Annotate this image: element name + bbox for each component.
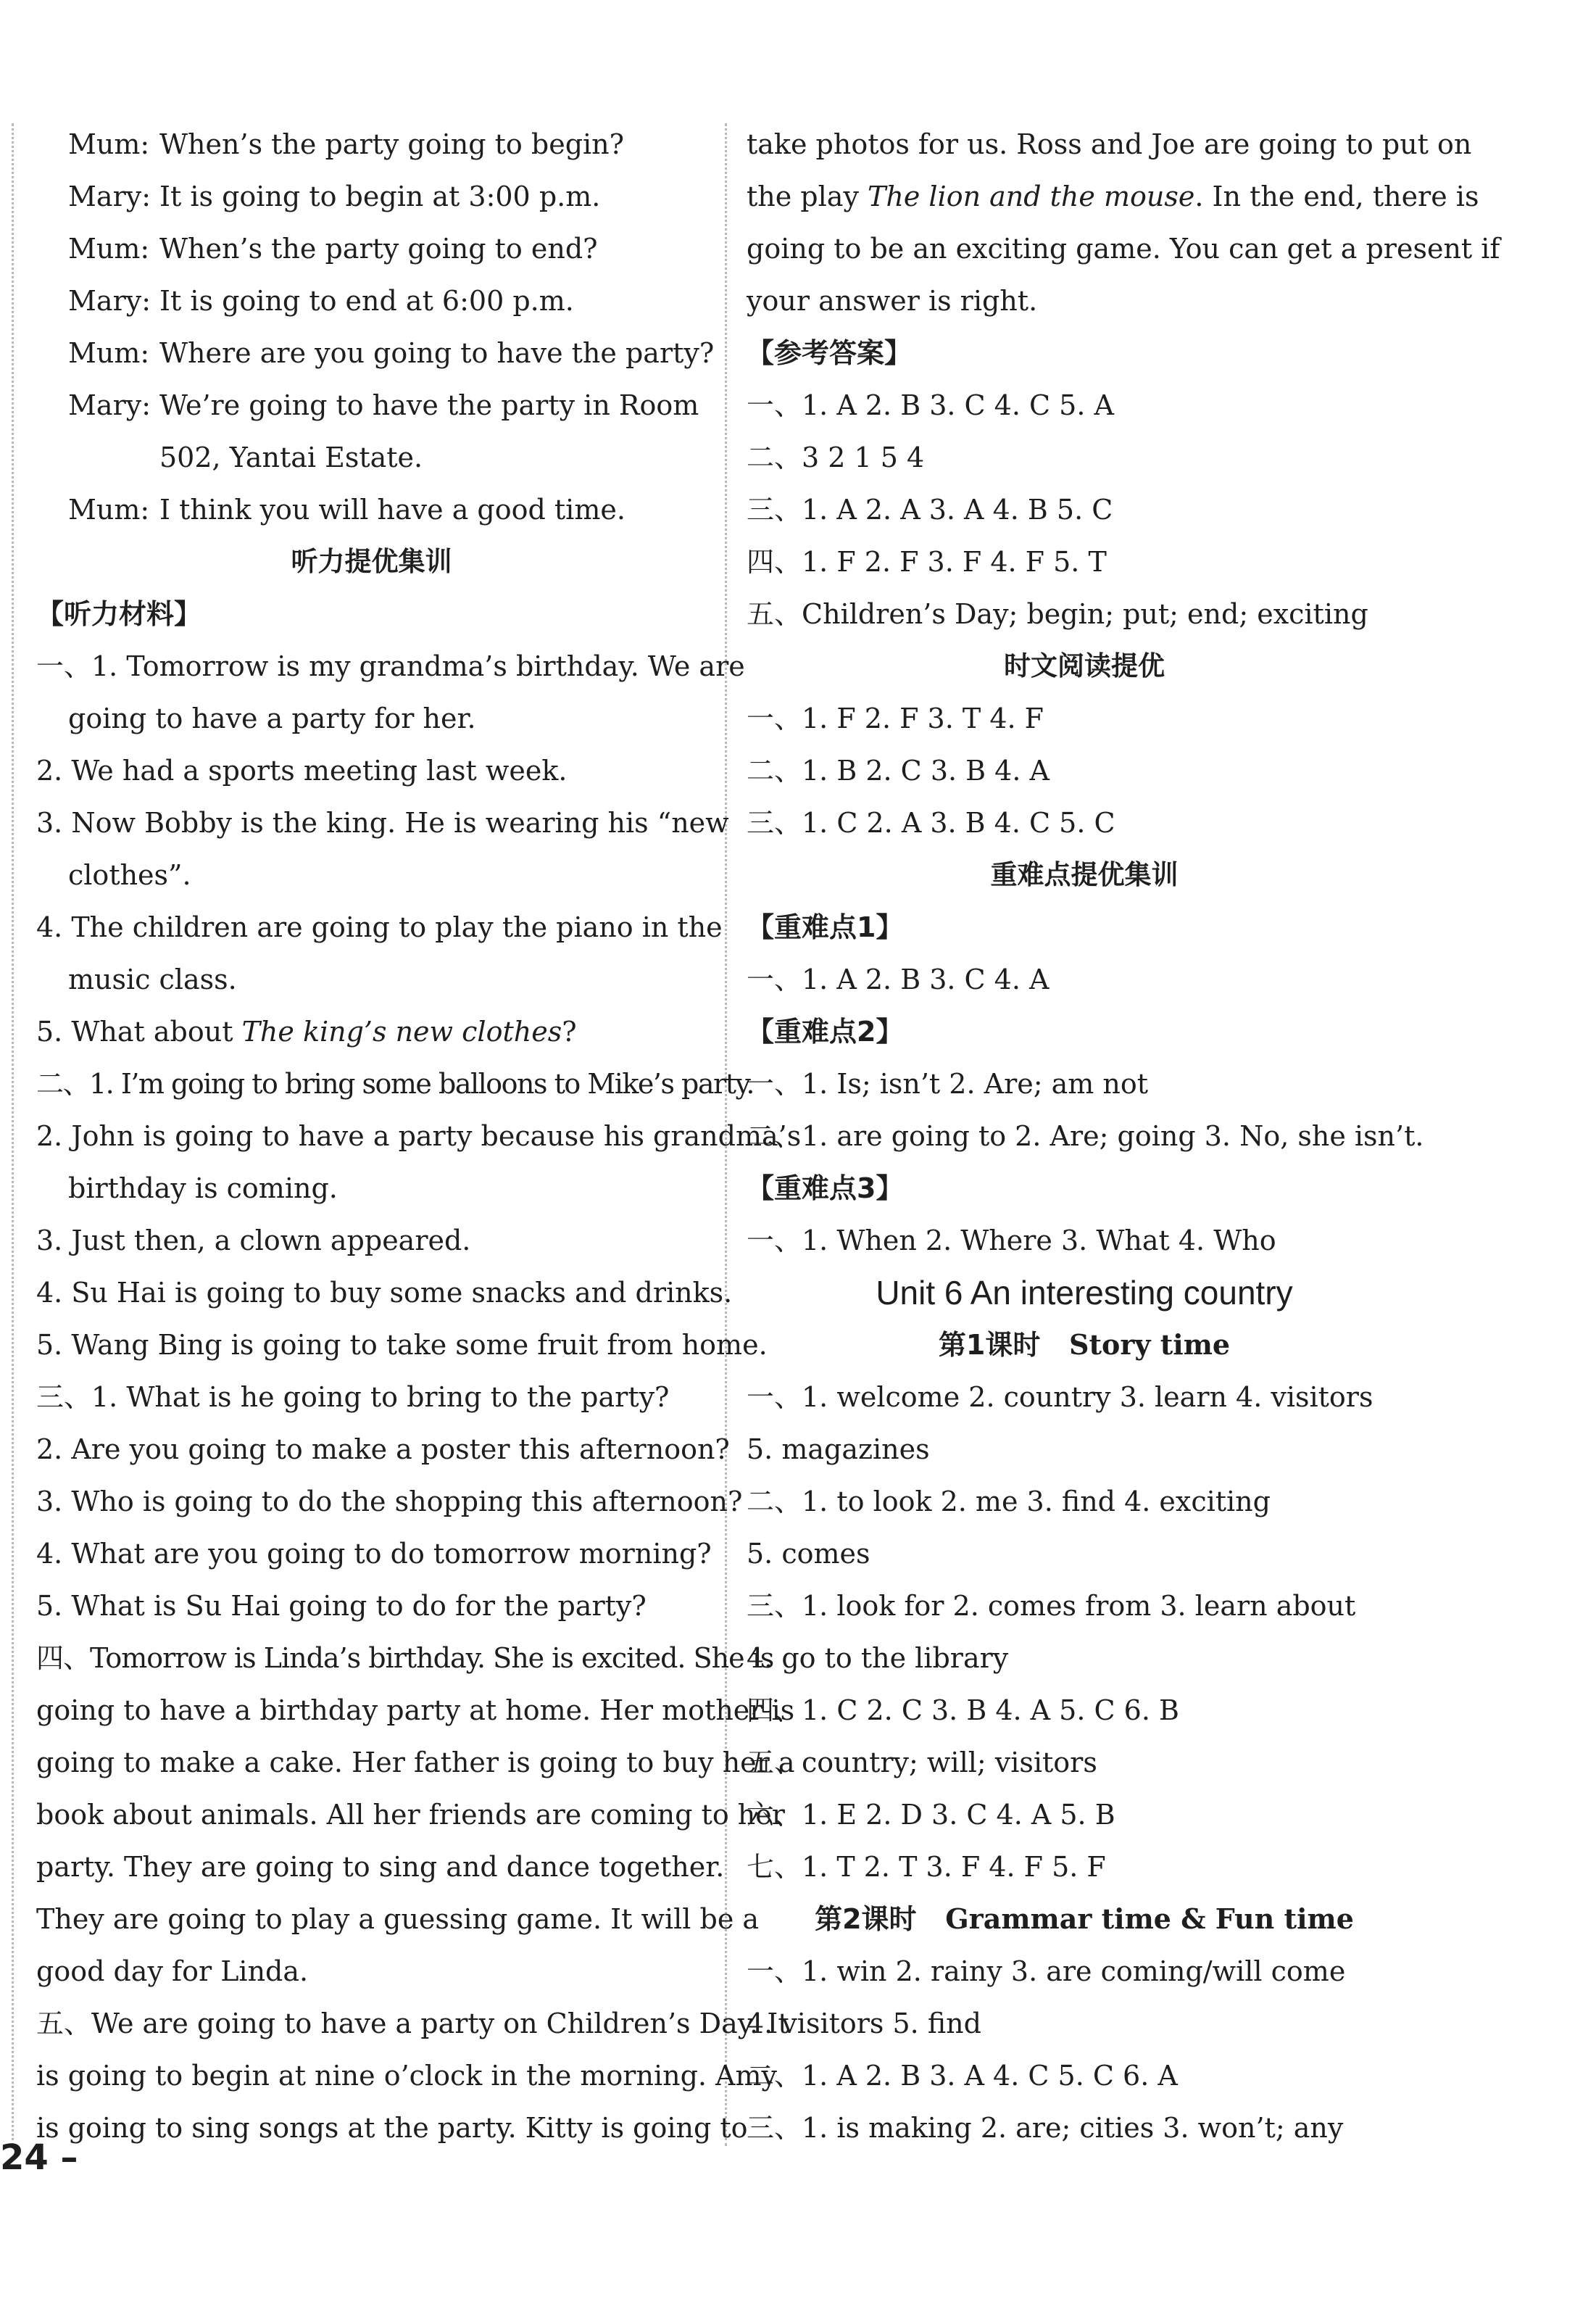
text-line: is going to begin at nine o’clock in the morning. Amy xyxy=(36,2060,777,2092)
text-line: the play The lion and the mouse. In the end, there is xyxy=(747,181,1479,212)
dialogue-line: Mum: I think you will have a good time. xyxy=(68,494,625,526)
text-line: 4. The children are going to play the piano in the xyxy=(36,911,723,943)
dialogue-line: Mum: When’s the party going to end? xyxy=(68,233,598,265)
dialogue-line: Mary: It is going to end at 6:00 p.m. xyxy=(68,285,574,317)
text-line: 3. Just then, a clown appeared. xyxy=(36,1225,471,1256)
dialogue-line: Mum: Where are you going to have the party? xyxy=(68,337,715,369)
answer-line: 二、1. A 2. B 3. A 4. C 5. C 6. A xyxy=(747,2060,1178,2092)
text-line: music class. xyxy=(68,964,237,995)
answer-line: 一、1. welcome 2. country 3. learn 4. visitors xyxy=(747,1381,1373,1413)
text-line: 4. What are you going to do tomorrow morning? xyxy=(36,1538,712,1570)
text-line: 2. John is going to have a party because his grandma’s xyxy=(36,1120,802,1152)
text-line: 2. Are you going to make a poster this afternoon? xyxy=(36,1433,730,1465)
dialogue-line: Mum: When’s the party going to begin? xyxy=(68,128,625,160)
key-point-1-label: 【重难点1】 xyxy=(747,911,904,943)
listening-material-label: 【听力材料】 xyxy=(36,598,202,630)
answer-line: 二、1. are going to 2. Are; going 3. No, she isn’t. xyxy=(747,1120,1424,1152)
answer-line: 二、3 2 1 5 4 xyxy=(747,442,925,473)
text-line: is going to sing songs at the party. Kitty is going to xyxy=(36,2112,748,2144)
text-line: 三、1. What is he going to bring to the party? xyxy=(36,1381,670,1413)
answer-line: 四、1. C 2. C 3. B 4. A 5. C 6. B xyxy=(747,1694,1179,1726)
text-line: going to have a party for her. xyxy=(68,703,476,734)
text-line: 5. What is Su Hai going to do for the party? xyxy=(36,1590,647,1622)
section-heading-key-points: 重难点提优集训 xyxy=(990,859,1179,890)
answer-line: 三、1. is making 2. are; cities 3. won’t; any xyxy=(747,2112,1344,2144)
answer-line: 五、country; will; visitors xyxy=(747,1747,1097,1778)
answer-line: 五、Children’s Day; begin; put; end; exciting xyxy=(747,598,1368,630)
text-line: 5. Wang Bing is going to take some fruit from home. xyxy=(36,1329,768,1361)
play-title: The lion and the mouse xyxy=(868,181,1195,212)
story-title: The king’s new clothes xyxy=(241,1016,562,1048)
section-heading-reading: 时文阅读提优 xyxy=(1004,650,1165,682)
answer-line: 5. magazines xyxy=(747,1433,930,1465)
page-number: 24 – xyxy=(0,2137,78,2178)
text-line: going to be an exciting game. You can get a present if xyxy=(747,233,1500,265)
answer-line: 四、1. F 2. F 3. F 4. F 5. T xyxy=(747,546,1107,578)
text-line: book about animals. All her friends are coming to her xyxy=(36,1799,785,1831)
answer-line: 三、1. C 2. A 3. B 4. C 5. C xyxy=(747,807,1115,839)
text-line: good day for Linda. xyxy=(36,1955,309,1987)
text-line: clothes”. xyxy=(68,859,191,891)
text-line: take photos for us. Ross and Joe are going to put on xyxy=(747,128,1472,160)
section-heading-listening: 听力提优集训 xyxy=(291,546,452,577)
text-line: They are going to play a guessing game. It will be a xyxy=(36,1903,760,1935)
lesson-1-title: 第1课时 Story time xyxy=(938,1328,1231,1361)
answer-line: 一、1. F 2. F 3. T 4. F xyxy=(747,703,1044,734)
answer-line: 一、1. A 2. B 3. C 4. A xyxy=(747,964,1050,995)
key-point-3-label: 【重难点3】 xyxy=(747,1172,904,1204)
text-line: going to have a birthday party at home. Her mother is xyxy=(36,1694,795,1726)
answer-line: 5. comes xyxy=(747,1538,870,1570)
text-line: 3. Now Bobby is the king. He is wearing his “new xyxy=(36,807,729,839)
text-line: birthday is coming. xyxy=(68,1172,338,1204)
text-line: 5. What about The king’s new clothes? xyxy=(36,1016,577,1048)
answer-line: 七、1. T 2. T 3. F 4. F 5. F xyxy=(747,1851,1106,1883)
answer-line: 三、1. look for 2. comes from 3. learn about xyxy=(747,1590,1356,1622)
text-line: 2. We had a sports meeting last week. xyxy=(36,755,568,787)
answer-line: 三、1. A 2. A 3. A 4. B 5. C xyxy=(747,494,1113,526)
answer-line: 4. go to the library xyxy=(747,1642,1009,1674)
answer-line: 二、1. to look 2. me 3. find 4. exciting xyxy=(747,1486,1271,1517)
text-line: 一、1. Tomorrow is my grandma’s birthday. We are xyxy=(36,650,745,682)
text-line: 3. Who is going to do the shopping this afternoon? xyxy=(36,1486,743,1517)
answer-key-label: 【参考答案】 xyxy=(747,337,913,369)
answer-line: 4. visitors 5. find xyxy=(747,2008,981,2039)
answer-line: 一、1. When 2. Where 3. What 4. Who xyxy=(747,1225,1276,1256)
left-margin-rule xyxy=(12,123,14,2146)
text-line: 二、1. I’m going to bring some balloons to Mike’s party. xyxy=(36,1068,754,1100)
text-line: party. They are going to sing and dance together. xyxy=(36,1851,725,1883)
dialogue-line: 502, Yantai Estate. xyxy=(159,442,423,473)
text-line: 四、Tomorrow is Linda’s birthday. She is excited. She is xyxy=(36,1642,774,1674)
answer-line: 一、1. Is; isn’t 2. Are; am not xyxy=(747,1068,1148,1100)
unit-title: Unit 6 An interesting country xyxy=(876,1274,1293,1312)
lesson-2-title: 第2课时 Grammar time & Fun time xyxy=(815,1902,1354,1935)
text-line: 五、We are going to have a party on Children’s Day. It xyxy=(36,2008,789,2039)
dialogue-line: Mary: It is going to begin at 3:00 p.m. xyxy=(68,181,601,212)
text-line: going to make a cake. Her father is going to buy her a xyxy=(36,1747,795,1778)
key-point-2-label: 【重难点2】 xyxy=(747,1016,904,1048)
text-line: 4. Su Hai is going to buy some snacks and drinks. xyxy=(36,1277,733,1309)
answer-line: 二、1. B 2. C 3. B 4. A xyxy=(747,755,1050,787)
answer-line: 一、1. win 2. rainy 3. are coming/will come xyxy=(747,1955,1346,1987)
answer-line: 六、1. E 2. D 3. C 4. A 5. B xyxy=(747,1799,1115,1831)
text-line: your answer is right. xyxy=(747,285,1038,317)
dialogue-line: Mary: We’re going to have the party in Room xyxy=(68,389,699,421)
answer-line: 一、1. A 2. B 3. C 4. C 5. A xyxy=(747,389,1114,421)
